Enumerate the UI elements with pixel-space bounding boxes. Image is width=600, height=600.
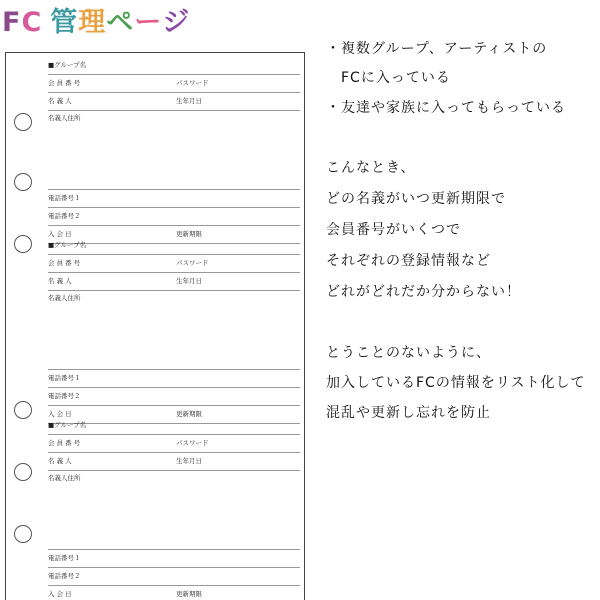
form-row-phone1 <box>48 190 300 208</box>
form-row-group <box>48 237 300 255</box>
form-row-phone2 <box>48 388 300 406</box>
form-row-member-no <box>48 255 300 273</box>
field-label: ■グループ名 <box>48 241 87 249</box>
field-label: 電話番号１ <box>48 554 81 562</box>
form-row-holder <box>48 273 300 291</box>
note-line: 加入しているFCの情報をリスト化して <box>326 375 586 391</box>
binder-hole <box>14 235 32 253</box>
field-label: ■グループ名 <box>48 421 87 429</box>
form-row-join-date <box>48 586 300 600</box>
field-label: パスワード <box>176 79 209 87</box>
fc-form-sheet <box>5 52 305 600</box>
field-label: 更新期限 <box>176 230 202 238</box>
field-label: 会 員 番 号 <box>48 259 81 267</box>
field-label: 会 員 番 号 <box>48 439 81 447</box>
field-label: 電話番号１ <box>48 194 81 202</box>
field-label: 名義人住所 <box>48 474 81 482</box>
note-line: FCに入っている <box>326 70 451 86</box>
title-char: 管 <box>50 7 79 38</box>
field-label: パスワード <box>176 439 209 447</box>
form-row-address <box>48 111 300 190</box>
note-line: ・友達や家族に入ってもらっている <box>326 100 566 116</box>
title-char: ー <box>134 7 163 38</box>
field-label: パスワード <box>176 259 209 267</box>
field-label: 電話番号２ <box>48 392 81 400</box>
binder-hole <box>14 401 32 419</box>
binder-hole <box>14 463 32 481</box>
note-line: どれがどれだか分からない！ <box>326 284 521 300</box>
field-label: 名義人住所 <box>48 114 81 122</box>
note-line: こんなとき、 <box>326 160 416 176</box>
field-label: 生年月日 <box>176 277 202 285</box>
field-label: 更新期限 <box>176 410 202 418</box>
title-char: ジ <box>162 7 191 38</box>
form-row-address <box>48 291 300 370</box>
title-char: F <box>2 7 22 38</box>
field-label: 入 会 日 <box>48 590 72 598</box>
form-row-group <box>48 417 300 435</box>
form-row-holder <box>48 93 300 111</box>
field-label: 名 義 人 <box>48 457 72 465</box>
note-line: ・複数グループ、アーティストの <box>326 41 548 57</box>
field-label: 入 会 日 <box>48 230 72 238</box>
form-row-group <box>48 57 300 75</box>
field-label: 名義人住所 <box>48 294 81 302</box>
form-row-address <box>48 471 300 550</box>
note-line: とうことのないように、 <box>326 345 491 361</box>
note-line: 会員番号がいくつで <box>326 222 461 238</box>
field-label: 名 義 人 <box>48 97 72 105</box>
field-label: 電話番号１ <box>48 374 81 382</box>
title-char: C <box>21 7 43 38</box>
binder-hole <box>14 113 32 131</box>
form-row-member-no <box>48 75 300 93</box>
field-label: ■グループ名 <box>48 61 87 69</box>
form-row-phone1 <box>48 550 300 568</box>
field-label: 電話番号２ <box>48 572 81 580</box>
title-char: 理 <box>78 7 107 38</box>
field-label: 生年月日 <box>176 457 202 465</box>
field-label: 更新期限 <box>176 590 202 598</box>
form-row-phone2 <box>48 208 300 226</box>
form-row-holder <box>48 453 300 471</box>
field-label: 会 員 番 号 <box>48 79 81 87</box>
page-title <box>2 0 190 39</box>
binder-hole <box>14 173 32 191</box>
form-row-member-no <box>48 435 300 453</box>
title-char: ペ <box>106 7 135 38</box>
field-label: 入 会 日 <box>48 410 72 418</box>
form-row-phone2 <box>48 568 300 586</box>
field-label: 名 義 人 <box>48 277 72 285</box>
binder-hole <box>14 525 32 543</box>
note-line: 混乱や更新し忘れを防止 <box>326 405 491 421</box>
field-label: 生年月日 <box>176 97 202 105</box>
form-row-phone1 <box>48 370 300 388</box>
field-label: 電話番号２ <box>48 212 81 220</box>
note-line: どの名義がいつ更新期限で <box>326 191 506 207</box>
note-line: それぞれの登録情報など <box>326 253 491 269</box>
